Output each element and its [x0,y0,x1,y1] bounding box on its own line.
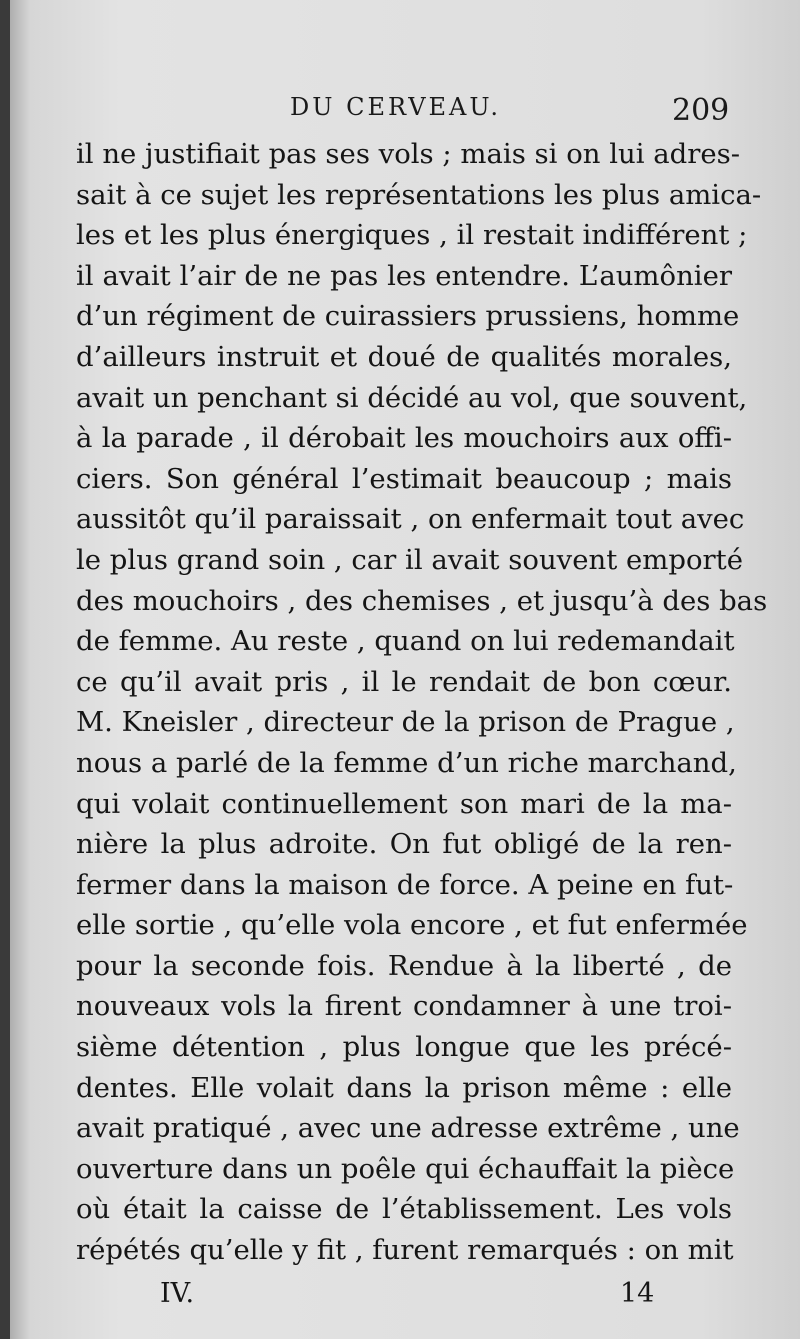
text-line: répétés qu’elle y fit , furent remarqués : on mit [76,1234,734,1267]
text-line: M. Kneisler , directeur de la prison de Prague , [76,706,735,739]
text-line: d’un régiment de cuirassiers prussiens, homme [76,300,740,333]
text-line: des mouchoirs , des chemises , et jusqu’à des bas [76,584,768,617]
text-line: nouveaux vols la firent condamner à une troi- [76,990,732,1023]
text-line: sième détention , plus longue que les précé- [76,1031,732,1064]
body-text [76,134,768,1271]
text-line: nière la plus adroite. On fut obligé de la ren- [76,828,732,861]
text-line: elle sortie , qu’elle vola encore , et fut enfermée [76,909,748,942]
text-line: pour la seconde fois. Rendue à la liberté , de [76,949,732,982]
text-line: il avait l’air de ne pas les entendre. L’aumônier [76,259,732,292]
text-line: sait à ce sujet les représentations les plus amica- [76,178,762,211]
page-footer [0,1278,800,1318]
text-line: de femme. Au reste , quand on lui redemandait [76,625,735,658]
text-line: d’ailleurs instruit et doué de qualités morales, [76,340,732,373]
text-line: à la parade , il dérobait les mouchoirs aux offi- [76,422,732,455]
text-line: les et les plus énergiques , il restait indifférent ; [76,219,748,252]
signature-mark: IV. [160,1278,195,1309]
text-line: nous a parlé de la femme d’un riche marchand, [76,746,737,779]
text-line: il ne justifiait pas ses vols ; mais si on lui adres- [76,138,741,170]
text-line: dentes. Elle volait dans la prison même : elle [76,1071,732,1104]
running-title: DU CERVEAU. [290,93,502,121]
page-number: 209 [672,93,730,128]
text-line: fermer dans la maison de force. A peine en fut- [76,868,734,901]
text-line: avait un penchant si décidé au vol, que souvent, [76,381,748,414]
sheet-number: 14 [620,1278,655,1309]
text-line: ouverture dans un poêle qui échauffait la pièce [76,1152,735,1185]
text-line: où était la caisse de l’établissement. Les vols [76,1193,732,1226]
text-line: aussitôt qu’il paraissait , on enfermait tout avec [76,503,745,536]
text-line: avait pratiqué , avec une adresse extrême , une [76,1112,740,1145]
text-line: ciers. Son général l’estimait beaucoup ; mais [76,462,732,495]
text-line: qui volait continuellement son mari de la ma- [76,787,732,820]
running-header [0,93,800,133]
page-gutter-shadow [0,0,10,1339]
text-line: ce qu’il avait pris , il le rendait de bon cœur. [76,665,732,698]
text-line: le plus grand soin , car il avait souvent emporté [76,543,743,576]
